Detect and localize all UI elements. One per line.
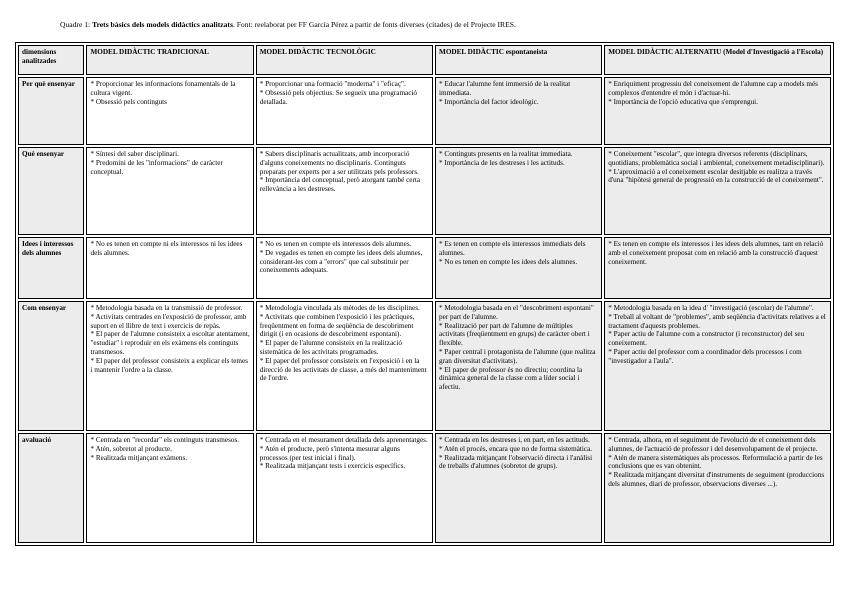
cell-line: * Educar l'alumne fent immersió de la realitat immediata. [439,80,571,97]
cell-line: * El paper de professor és no directiu; coordina la dinàmica general de la classe com a líder social i afectiu. [439,365,583,392]
table-row [18,77,831,145]
cell-line: * Importància de les destreses i les actituds. [439,158,565,167]
cell-line: * Obsessió pels objectius. Se segueix una programació detallada. [259,88,418,106]
cell-line: * Atén de manera sistemàtiques als processos. Reformulació a partir de les conclusions que es van obtenint. [608,453,823,471]
cell-line: * No es tenen en compte els interessos dels alumnes. [259,240,412,248]
table-row [18,237,831,299]
cell-line: * Importància del conceptual, però atorgant també certa rellevància a les destreses. [259,176,421,194]
column-header-spontaneist: MODEL DIDÀCTIC espontaneista [435,45,602,75]
cell-line: * Realitzada mitjançant l'observació directa i l'anàlisi de treballs d'alumnes (sobretot de grups). [439,453,593,471]
cell-line: * L'aproximació a el coneixement escolar desitjable es realitza a través d'una "hipòtesi general de progressió en la construcció de el coneixement". [608,167,824,185]
cell-line: * Enriquiment progressiu del coneixement de l'alumne cap a models més complexos d'entendre el món i d'actuar-hi. [608,80,818,97]
table-row [18,301,831,431]
cell-line: * Realitzada mitjançant tests i exercicis específics. [259,462,406,471]
cell-line: * No es tenen en compte ni els interessos ni les idees dels alumnes. [90,240,243,257]
cell-line: * Activitats centrades en l'exposició de professor, amb suport en el llibre de text i exercicis de repàs. [90,312,247,330]
row-header-what: Què ensenyar [18,147,84,235]
cell-line: * Síntesi del saber disciplinari. [90,150,179,158]
table-cell [435,433,602,543]
header-row [18,45,831,75]
cell-line: * El paper del professor consisteix en l'exposició i en la direcció de les activitats de classe, a més del manteniment de l'ordre. [259,356,427,383]
table-cell [256,77,433,145]
cell-line: * Metodologia basada en la idea d' "investigació (escolar) de l'alumne". [608,304,814,312]
caption-suffix: . Font: reelaborat per FF García Pérez a partir de fonts diverses (citades) de el Projecte IRES. [232,20,516,29]
cell-line: * De vegades es tenen en compte les idees dels alumnes, considerant-les com a "errors" que cal substituir per coneixements adequats. [259,248,423,275]
table-row [18,147,831,235]
cell-line: * Metodologia vinculada als mètodes de les disciplines. [259,304,420,312]
cell-line: * Realitzada mitjançant diversitat d'instruments de seguiment (produccions dels alumnes, diari de professor, observacions diverses ...). [608,471,825,488]
table-cell [86,433,253,543]
cell-line: * Proporcionar les informacions fonamentals de la cultura vigent. [90,80,236,97]
cell-line: * Treball al voltant de "problemes", amb seqüència d'activitats relatives a el tractament d'aquests problemes. [608,312,826,330]
table-cell [86,301,253,431]
cell-line: * El paper del professor consisteix a explicar els temes i mantenir l'ordre a la classe. [90,356,248,374]
table-cell [256,301,433,431]
models-table [15,42,834,546]
row-header-why: Per què ensenyar [18,77,84,145]
column-header-alternative: MODEL DIDÀCTIC ALTERNATIU (Model d'Investigació a l'Escola) [604,45,831,75]
cell-line: * Proporcionar una formació "moderna" i "eficaç". [259,80,406,88]
caption-prefix: Quadre 1: [60,20,93,29]
row-header-ideas: Idees i interessos dels alumnes [18,237,84,299]
cell-line: * Importància de l'opció educativa que s'emprengui. [608,97,758,106]
caption-title: Trets bàsics dels models didàctics analitzats [92,20,233,29]
table-cell [256,147,433,235]
cell-line: * El paper de l'alumne consisteix en la realització sistemàtica de les activitats programades. [259,339,402,356]
table-cell [256,433,433,543]
cell-line: * Paper actiu de l'alumne com a constructor (i reconstructor) del seu coneixement. [608,330,805,348]
cell-line: * Realització per part de l'alumne de múltiples activitats (freqüentment en grups) de caràcter obert i flexible. [439,321,590,348]
table-cell [86,147,253,235]
row-header-how: Com ensenyar [18,301,84,431]
table-cell [86,237,253,299]
cell-line: * Centrada en les destreses i, en part, en les actituds. [439,436,590,444]
table-cell [435,301,602,431]
cell-line: * Obsessió pels continguts [90,97,167,106]
cell-line: * Atén el procés, encara que no de forma sistemàtica. [439,444,593,453]
cell-line: * Atén, sobretot al producte. [90,444,172,453]
cell-line: * Metodologia basada en el "descobriment espontani" per part de l'alumne. [439,304,594,321]
cell-line: * Centrada, alhora, en el seguiment de l'evolució de el coneixement dels alumnes, de l'actuació de professor i del desenvolupament de el projecte. [608,436,818,453]
cell-line: * Predomini de les "informacions" de caràcter conceptual. [90,158,223,176]
cell-line: * Metodologia basada en la transmissió de professor. [90,304,243,312]
table-cell [435,147,602,235]
cell-line: * El paper de l'alumne consisteix a escoltar atentament, "estudiar" i reproduir en els exàmens els continguts transmesos. [90,330,250,356]
corner-cell: dimensions analitzades [18,45,84,75]
cell-line: * Paper actiu del professor com a coordinador dels processos i com "investigador a l'aula". [608,347,802,365]
cell-line: * Centrada en "recordar" els continguts transmesos. [90,436,240,444]
table-cell [256,237,433,299]
table-cell [604,147,831,235]
cell-line: * Paper central i protagonista de l'alumne (que realitza gran diversitat d'activitats). [439,347,596,365]
table-cell [435,237,602,299]
table-cell [604,77,831,145]
table-cell [604,301,831,431]
table-caption [60,20,820,30]
column-header-technological: MODEL DIDÀCTIC TECNOLÒGIC [256,45,433,75]
column-header-traditional: MODEL DIDÀCTIC TRADICIONAL [86,45,253,75]
cell-line: * Sabers disciplinaris actualitzats, amb incorporació d'alguns coneixements no disciplinaris. Continguts preparats per experts per a ser utilitzats pels professors. [259,150,419,176]
table-cell [604,237,831,299]
table-cell [604,433,831,543]
cell-line: * Atén el producte, però s'intenta mesurar alguns processos (per test inicial i final). [259,444,400,462]
table-cell [86,77,253,145]
cell-line: * Realitzada mitjançant exàmens. [90,453,188,462]
cell-line: * Coneixement "escolar", que integra diversos referents (disciplinars, quotidians, problemàtica social i ambiental, coneixement metadisciplinari). [608,150,825,167]
cell-line: * Continguts presents en la realitat immediata. [439,150,573,158]
cell-line: * No es tenen en compte les idees dels alumnes. [439,257,578,266]
table-cell [435,77,602,145]
cell-line: * Es tenen en compte els interessos immediats dels alumnes. [439,240,586,257]
cell-line: * Importància del factor ideològic. [439,97,539,106]
cell-line: * Es tenen en compte els interessos i les idees dels alumnes, tant en relació amb el coneixement proposat com en relació amb la construcció d'aquest coneixement. [608,240,824,266]
row-header-evaluation: avaluació [18,433,84,543]
cell-line: * Centrada en el mesurament detallada dels aprenentatges. [259,436,428,444]
cell-line: * Activitats que combinen l'exposició i les pràctiques, freqüentment en forma de seqüència de descobriment dirigit (i en ocasions de descobriment espontani). [259,312,415,339]
table-row [18,433,831,543]
